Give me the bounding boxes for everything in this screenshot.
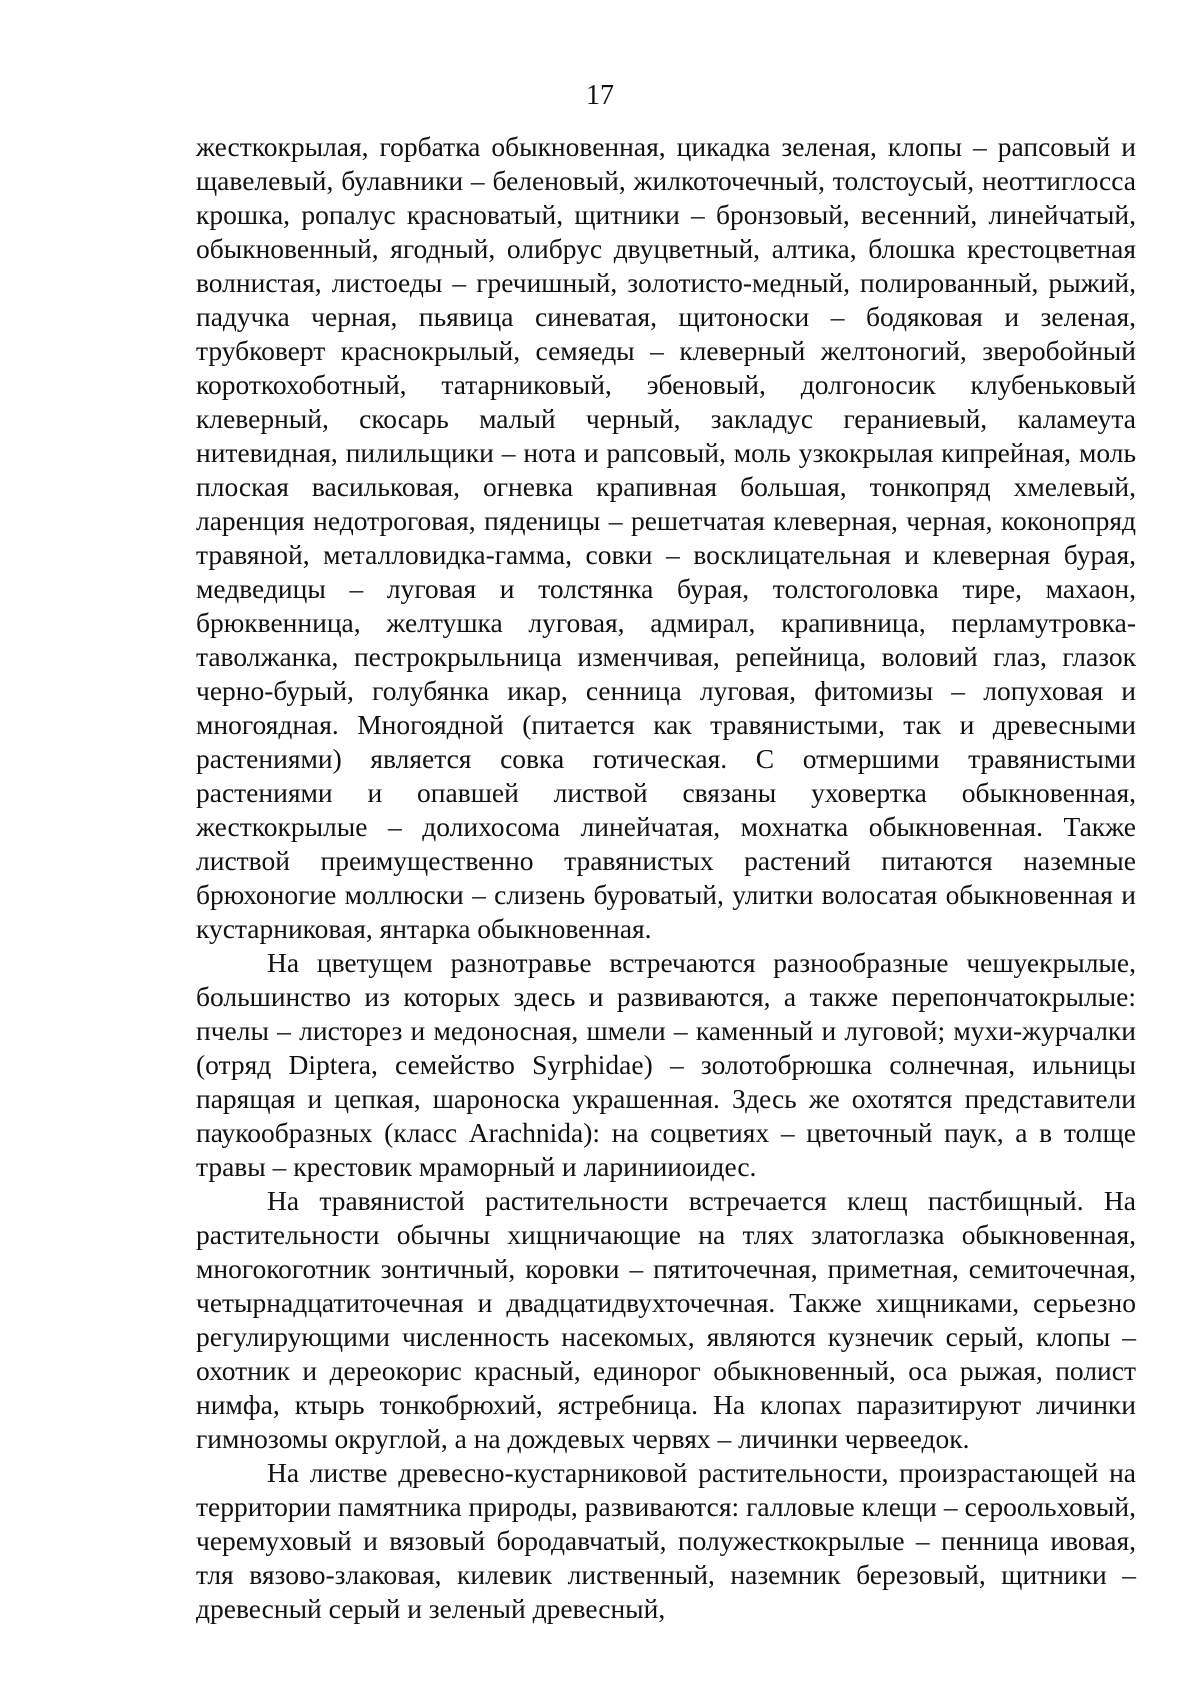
- document-body: [196, 130, 1136, 1626]
- paragraph-continued: жесткокрылая, горбатка обыкновенная, цикадка зеленая, клопы – рапсовый и щавелевый, булавники – беленовый, жилкоточечный, толстоусый, неоттиглосса крошка, ропалус красноватый, щитники – бронзовый, весенний, линейчатый, обыкновенный, ягодный, олибрус двуцветный, алтика, блошка крестоцветная волнистая, листоеды – гречишный, золотисто-медный, полированный, рыжий, падучка черная, пьявица синеватая, щитоноски – бодяковая и зеленая, трубковерт краснокрылый, семяеды – клеверный желтоногий, зверобойный короткохоботный, татарниковый, эбеновый, долгоносик клубеньковый клеверный, скосарь малый черный, закладус гераниевый, каламеута нитевидная, пилильщики – нота и рапсовый, моль узкокрылая кипрейная, моль плоская васильковая, огневка крапивная большая, тонкопряд хмелевый, ларенция недотроговая, пяденицы – решетчатая клеверная, черная, коконопряд травяной, металловидка-гамма, совки – восклицательная и клеверная бурая, медведицы – луговая и толстянка бурая, толстоголовка тире, махаон, брюквенница, желтушка луговая, адмирал, крапивница, перламутровка-таволжанка, пестрокрыльница изменчивая, репейница, воловий глаз, глазок черно-бурый, голубянка икар, сенница луговая, фитомизы – лопуховая и многоядная. Многоядной (питается как травянистыми, так и древесными растениями) является совка готическая. С отмершими травянистыми растениями и опавшей листвой связаны уховертка обыкновенная, жесткокрылые – долихосома линейчатая, мохнатка обыкновенная. Также листвой преимущественно травянистых растений питаются наземные брюхоногие моллюски – слизень буроватый, улитки волосатая обыкновенная и кустарниковая, янтарка обыкновенная.: [196, 131, 1136, 944]
- page-number: 17: [586, 80, 614, 111]
- paragraph-flowering-herbs: На цветущем разнотравье встречаются разнообразные чешуекрылые, большинство из которых здесь и развиваются, а также перепончатокрылые: пчелы – листорез и медоносная, шмели – каменный и луговой; мухи-журчалки (отряд Diptera, семейство Syrphidae) – золотобрюшка солнечная, ильницы парящая и цепкая, шароноска украшенная. Здесь же охотятся представители паукообразных (класс Arachnida): на соцветиях – цветочный паук, а в толще травы – крестовик мраморный и ларинииоидес.: [196, 947, 1136, 1182]
- paragraph-herbaceous-vegetation: На травянистой растительности встречается клещ пастбищный. На растительности обычны хищничающие на тлях златоглазка обыкновенная, многокоготник зонтичный, коровки – пятиточечная, приметная, семиточечная, четырнадцатиточечная и двадцатидвухточечная. Также хищниками, серьезно регулирующими численность насекомых, являются кузнечик серый, клопы – охотник и дереокорис красный, единорог обыкновенный, оса рыжая, полист нимфа, ктырь тонкобрюхий, ястребница. На клопах паразитируют личинки гимнозомы округлой, а на дождевых червях – личинки червеедок.: [196, 1185, 1136, 1454]
- paragraph-tree-shrub-foliage: На листве древесно-кустарниковой растительности, произрастающей на территории памятника природы, развиваются: галловые клещи – сероольховый, черемуховый и вязовый бородавчатый, полужесткокрылые – пенница ивовая, тля вязово-злаковая, килевик лиственный, наземник березовый, щитники – древесный серый и зеленый древесный,: [196, 1457, 1136, 1624]
